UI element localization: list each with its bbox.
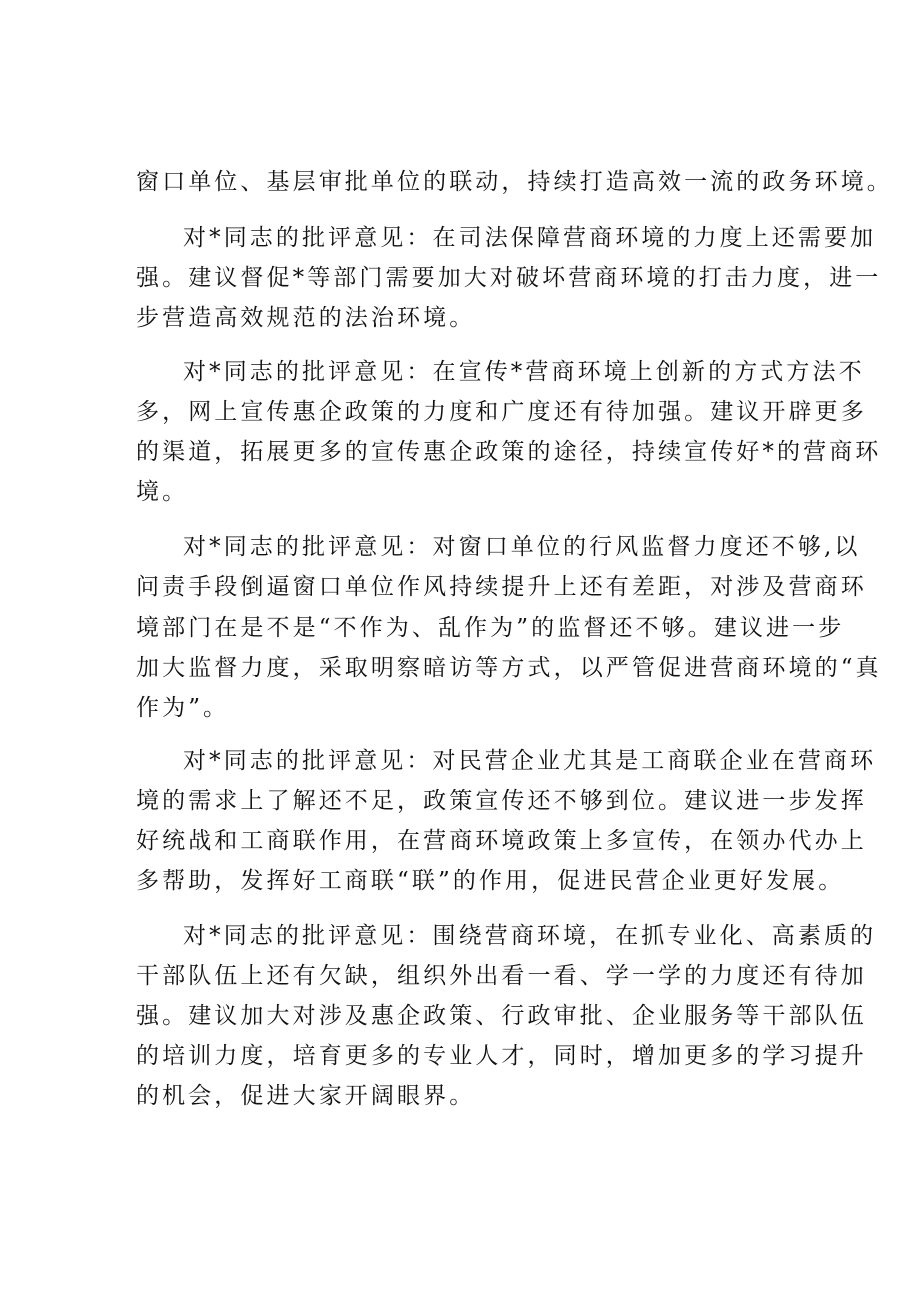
text-line: 干部队伍上还有欠缺，组织外出看一看、学一学的力度还有待加 (136, 963, 867, 989)
paragraph-first-line: 对*同志的批评意见：在司法保障营商环境的力度上还需要加 (183, 225, 877, 251)
paragraph-first-line: 对*同志的批评意见：对民营企业尤其是工商联企业在营商环 (183, 748, 877, 774)
text-line: 问责手段倒逼窗口单位作风持续提升上还有差距，对涉及营商环 (136, 574, 867, 600)
text-line: 强。建议督促*等部门需要加大对破坏营商环境的打击力度，进一 (136, 265, 882, 291)
text-line: 步营造高效规范的法治环境。 (136, 305, 476, 331)
text-line: 加大监督力度，采取明察暗访等方式，以严管促进营商环境的“真 (136, 655, 882, 681)
text-line: 境。 (136, 479, 189, 505)
text-line: 的渠道，拓展更多的宣传惠企政策的途径，持续宣传好*的营商环 (136, 439, 882, 465)
text-line: 境的需求上了解还不足，政策宣传还不够到位。建议进一步发挥 (136, 788, 867, 814)
paragraph-first-line: 对*同志的批评意见：对窗口单位的行风监督力度还不够,以 (183, 534, 861, 560)
text-line: 强。建议加大对涉及惠企政策、行政审批、企业服务等干部队伍 (136, 1003, 867, 1029)
text-line: 的培训力度，培育更多的专业人才，同时，增加更多的学习提升 (136, 1043, 867, 1069)
paragraph-first-line: 对*同志的批评意见：围绕营商环境，在抓专业化、高素质的 (183, 923, 877, 949)
text-line: 作为”。 (136, 695, 230, 721)
text-line: 多，网上宣传惠企政策的力度和广度还有待加强。建议开辟更多 (136, 399, 867, 425)
text-line: 多帮助，发挥好工商联“联”的作用，促进民营企业更好发展。 (136, 868, 845, 894)
paragraph-first-line: 对*同志的批评意见：在宣传*营商环境上创新的方式方法不 (183, 359, 865, 385)
text-line: 境部门在是不是“不作为、乱作为”的监督还不够。建议进一步 (136, 615, 845, 641)
text-line: 好统战和工商联作用，在营商环境政策上多宣传，在领办代办上 (136, 828, 867, 854)
text-line: 的机会，促进大家开阔眼界。 (136, 1083, 476, 1109)
text-line: 窗口单位、基层审批单位的联动，持续打造高效一流的政务环境。 (136, 169, 893, 195)
